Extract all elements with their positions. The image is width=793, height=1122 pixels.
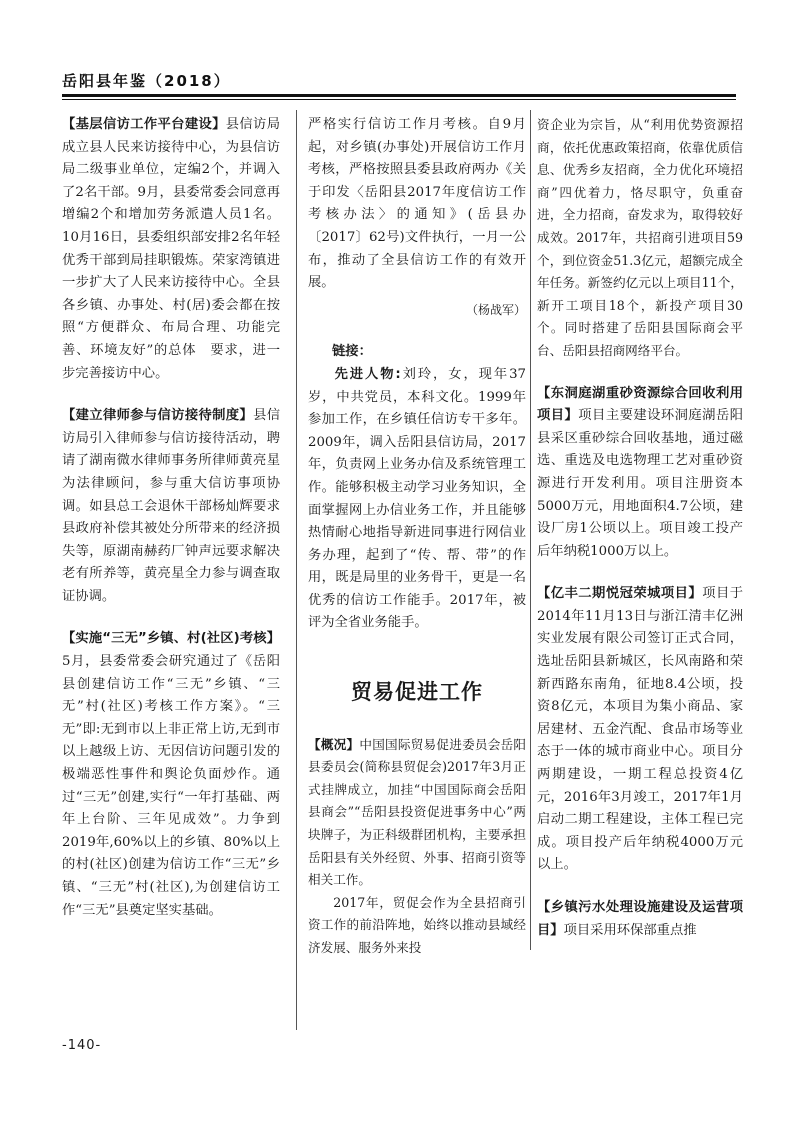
article-continuation: 严格实行信访工作月考核。自9月起，对乡镇(办事处)开展信访工作月考核，严格按照县委县政府两办《关于印发〈岳阳县2017年度信访工作考核办法〉的通知》(岳县办〔2017〕62号)文件执行，一月一公布，推动了全县信访工作的有效开展。 — [308, 117, 526, 291]
author-credit: （杨战军） — [465, 302, 526, 317]
article-continuation: 资企业为宗旨，从“利用优势资源招商，依托优惠政策招商，依靠优质信息、优秀乡友招商，全力优化环境招商”四优着力，恪尽职守，负重奋进，全力招商，奋发求为，取得较好成效。2017年，共招商引进项目59个，到位资金51.3亿元，超额完成全年任务。新签约亿元以上项目11个，新开工项目18个，新投产项目30个。同时搭建了岳阳县国际商会平台、岳阳县招商网络平台。 — [537, 117, 743, 358]
article-body: 项目于2014年11月13日与浙江清丰亿洲实业发展有限公司签订正式合同，选址岳阳县新城区，长风南路和荣新西路东南角，征地8.4公顷，投资8亿元，本项目为集小商品、家居建材、五金汽配、食品市场等业态于一体的城市商业中心。项目分两期建设，一期工程总投资4亿元，2016年3月竣工，2017年1月启动二期工程建设，主体工程已完成。项目投产后年纳税4000万元以上。 — [537, 586, 744, 873]
text-column-3 — [537, 114, 743, 962]
article-heading: 【实施“三无”乡镇、村(社区)考核】 — [62, 631, 280, 647]
article-heading: 【亿丰二期悦冠荣城项目】 — [537, 586, 703, 602]
text-column-2 — [308, 114, 526, 960]
column-divider — [296, 110, 297, 1030]
profile-heading: 先进人物: — [334, 366, 401, 382]
section-title-trade-promotion: 贸易促进工作 — [351, 680, 483, 705]
column-divider — [530, 110, 531, 950]
article-overview-paragraph: 2017年，贸促会作为全县招商引资工作的前沿阵地，始终以推动县域经济发展、服务外来投 — [308, 894, 526, 955]
article-three-no-assessment — [62, 628, 280, 922]
article-sewage-project — [537, 897, 743, 942]
yearbook-header-title: 岳阳县年鉴（2018） — [62, 72, 231, 90]
article-heading: 【东洞庭湖重砂资源综合回收利用项目】 — [537, 385, 743, 424]
article-body: 项目采用环保部重点推 — [563, 922, 697, 938]
header-rule — [62, 94, 736, 97]
article-body: 县信访局引入律师参与信访接待活动，聘请了湖南微水律师事务所律师黄亮星为法律顾问，参与重大信访事项协调。如县总工会退休干部杨灿辉要求县政府补偿其被处分所带来的经济损失等，原湖南赫药厂钟声远要求解决老有所养等，黄亮星全力参与调查取证协调。 — [62, 408, 281, 604]
article-body: 县信访局成立县人民来访接待中心，为县信访局二级事业单位，定编2个，并调入了2名干部。9月，县委常委会同意再增编2个和增加劳务派遣人员1名。10月16日，县委组织部安排2名年轻优秀干部到局挂职锻炼。荣家湾镇进一步扩大了人民来访接待中心。全县各乡镇、办事处、村(居)委会都在按照“方便群众、布局合理、功能完善、环境友好”的总体 要求，进一步完善接访中心。 — [62, 117, 281, 381]
article-body: 中国国际贸易促进委员会岳阳县委员会(简称县贸促会)2017年3月正式挂牌成立，加挂“中国国际商会岳阳县商会”“岳阳县投资促进事务中心”两块牌子，为正科级群团机构，主要承担岳阳县有关外经贸、外事、招商引资等相关工作。 — [308, 736, 527, 888]
article-overview — [308, 734, 526, 892]
article-heading: 【概况】 — [308, 736, 360, 752]
text-column-1 — [62, 114, 280, 942]
article-body: 5月，县委常委会研究通过了《岳阳县创建信访工作“三无”乡镇、“三无”村(社区)考核工作方案》。“三无”即:无到市以上非正常上访,无到市以上越级上访、无因信访问题引发的极端恶性事件和舆论负面炒作。通过“三无”创建,实行“一年打基础、两年上台阶、三年见成效”。力争到2019年,60%以上的乡镇、80%以上的村(社区)创建为信访工作“三无”乡镇、“三无”村(社区),为创建信访工作“三无”县奠定坚实基础。 — [62, 654, 280, 918]
article-grassroots-platform — [62, 114, 280, 385]
link-label: 链接： — [332, 344, 372, 360]
article-heading: 【乡镇污水处理设施建设及运营项目】 — [537, 900, 743, 938]
article-heading: 【基层信访工作平台建设】 — [62, 117, 226, 132]
advanced-person-profile — [308, 364, 526, 635]
article-heading: 【建立律师参与信访接待制度】 — [62, 408, 254, 424]
article-yifeng-project — [537, 583, 743, 877]
header-rule-thin — [62, 99, 736, 100]
profile-body: 刘玲，女，现年37岁，中共党员，本科文化。1999年参加工作，在乡镇任信访专干多年。2009年，调入岳阳县信访局，2017年，负责网上业务办信及系统管理工作。能够积极主动学习业务知识，全面掌握网上办信业务工作，并且能够热情耐心地指导新进同事进行网信业务办理，起到了“传、帮、带”的作用，既是局里的业务骨干，更是一名优秀的信访工作能手。2017年，被评为全省业务能手。 — [308, 366, 526, 631]
article-heavy-sand-project — [537, 383, 743, 564]
article-lawyer-participation — [62, 405, 280, 608]
article-body: 项目主要建设环洞庭湖岳阳县采区重砂综合回收基地，通过磁选、重选及电选物理工艺对重砂资源进行开发利用。项目注册资本5000万元，用地面积4.7公顷，建设厂房1公顷以上。项目竣工投产后年纳税1000万以上。 — [537, 408, 744, 559]
page-number: -140- — [62, 1038, 102, 1053]
